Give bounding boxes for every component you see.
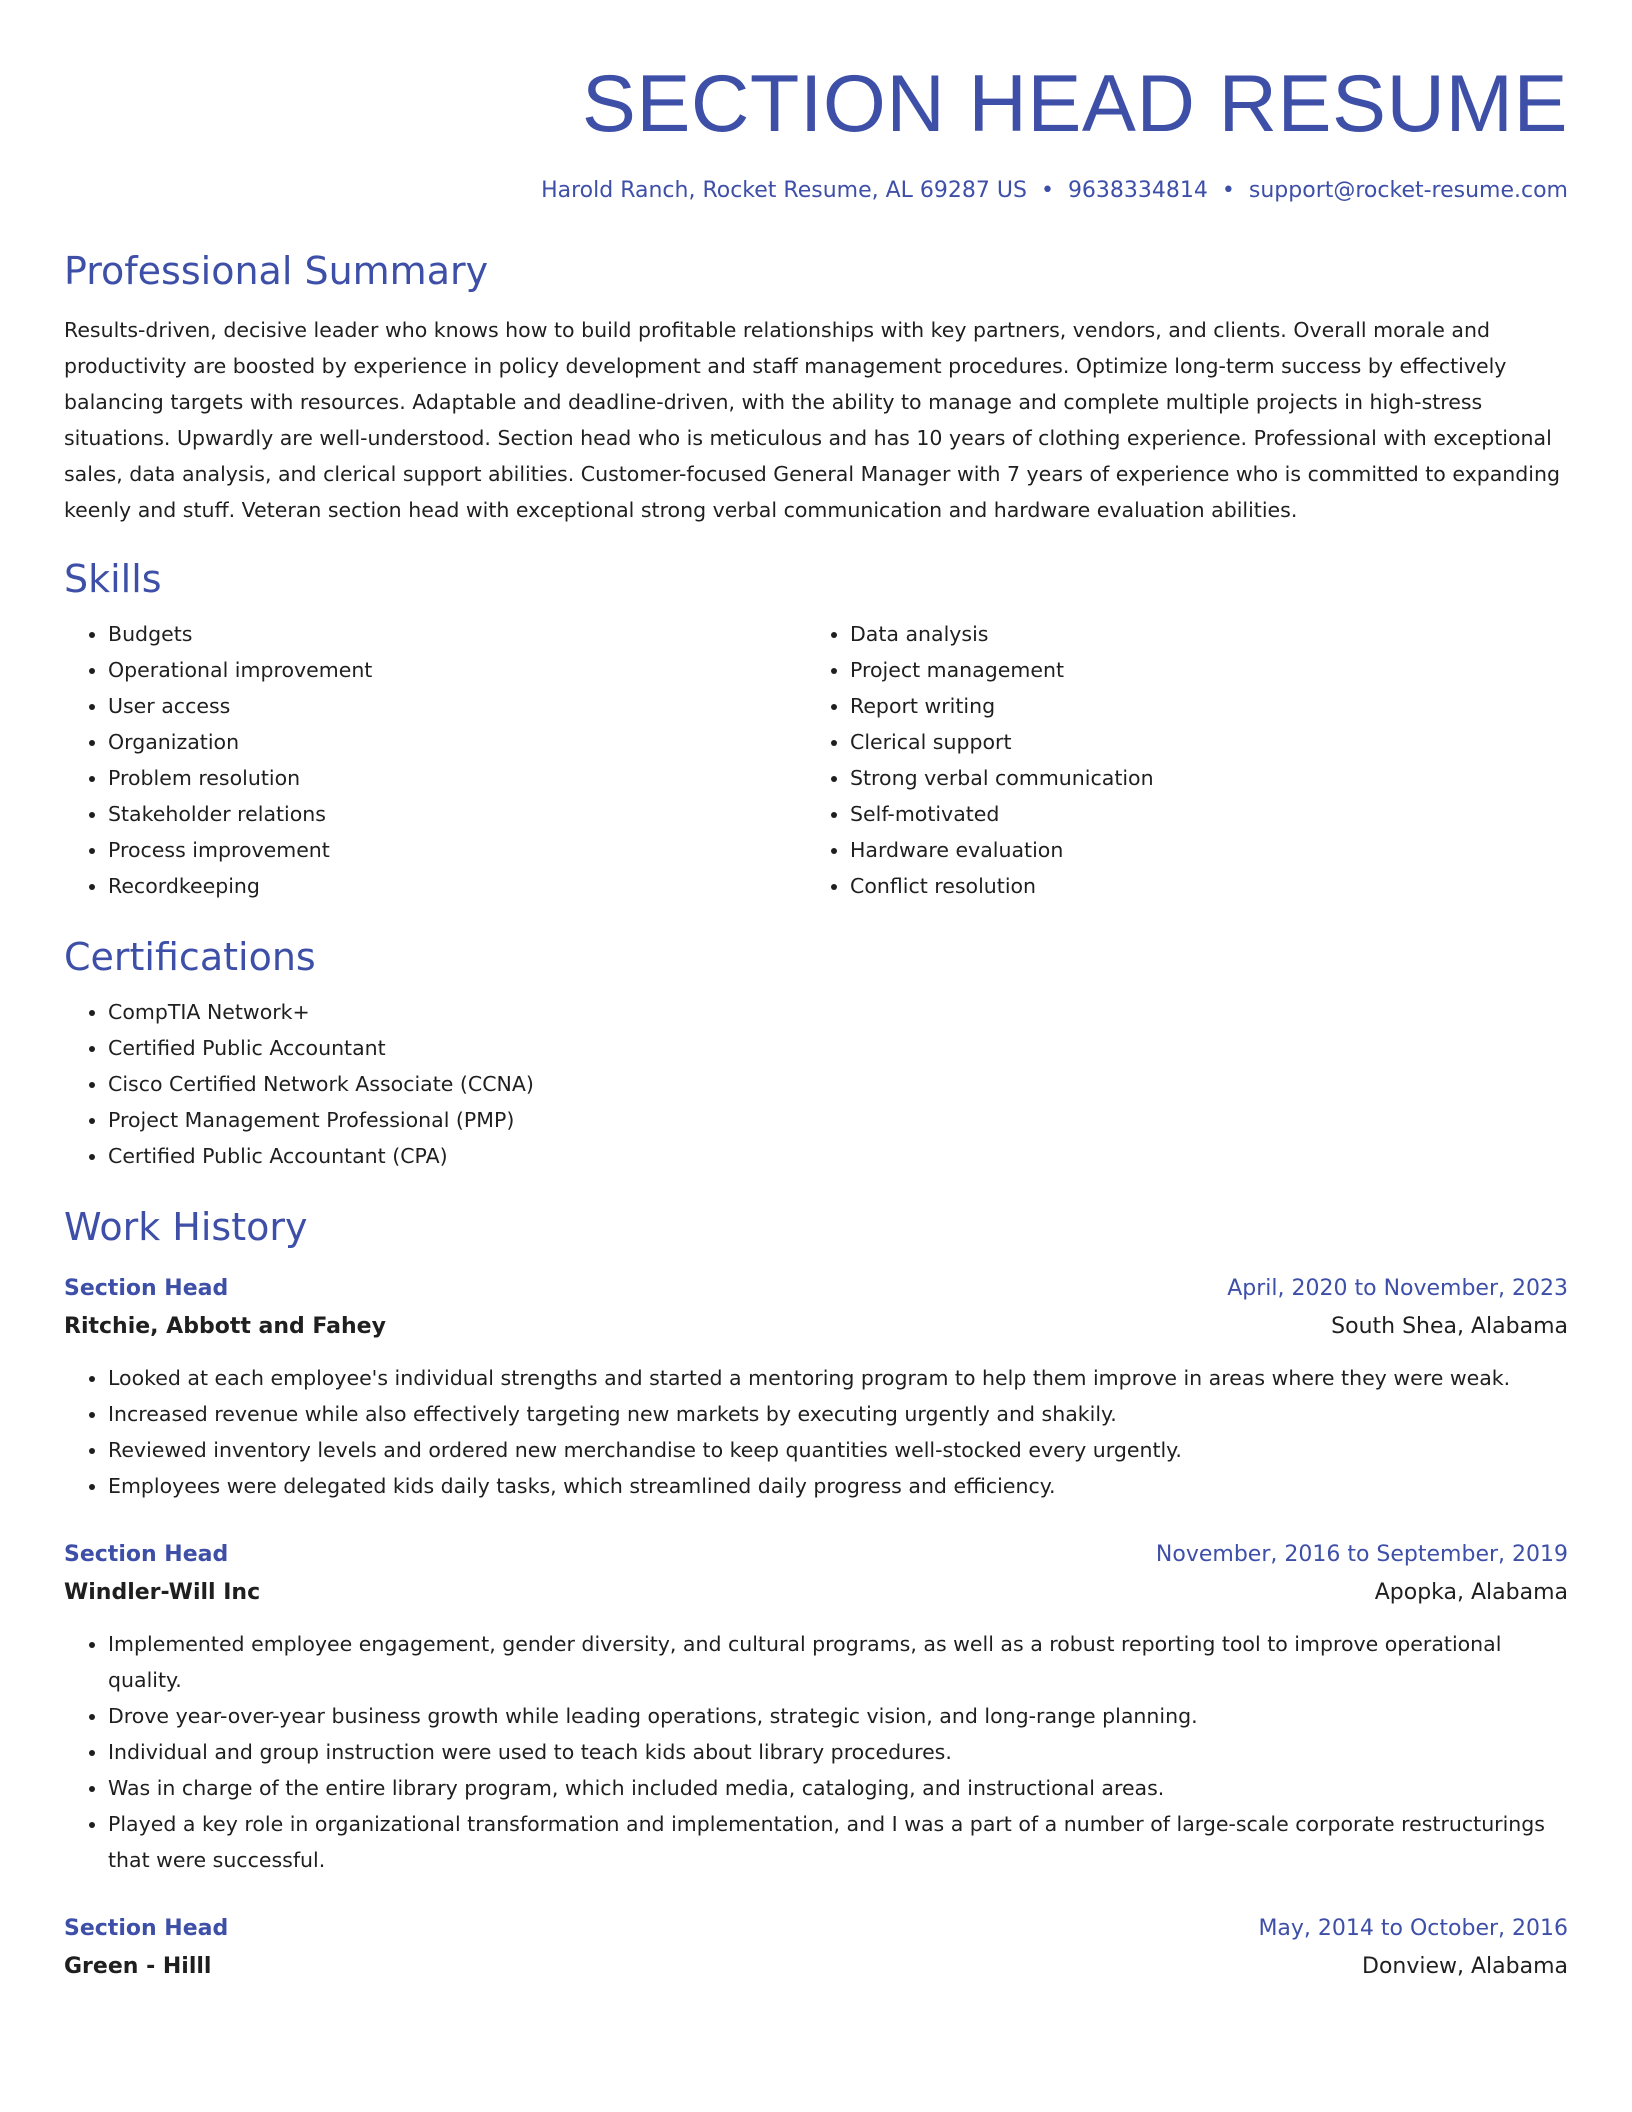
job-dates: April, 2020 to November, 2023 bbox=[1227, 1276, 1568, 1301]
skill-item: • Process improvement bbox=[108, 832, 806, 868]
job-bullet: • Individual and group instruction were used to teach kids about library procedures. bbox=[108, 1734, 1568, 1770]
job-bullet: • Was in charge of the entire library program, which included media, cataloging, and instructional areas. bbox=[108, 1770, 1568, 1806]
skill-item: • Clerical support bbox=[850, 724, 1548, 760]
job-bullet: • Played a key role in organizational transformation and implementation, and I was a part of a number of large-scale corporate restructurings that were successful. bbox=[108, 1806, 1568, 1878]
job-location: Apopka, Alabama bbox=[1374, 1580, 1568, 1605]
resume-page bbox=[64, 0, 1568, 1986]
certification-item: • Certified Public Accountant (CPA) bbox=[108, 1138, 1568, 1174]
skill-item: • User access bbox=[108, 688, 806, 724]
skill-item: • Conflict resolution bbox=[850, 868, 1548, 904]
job-location: South Shea, Alabama bbox=[1331, 1314, 1568, 1339]
summary-heading: Professional Summary bbox=[64, 249, 489, 293]
job-bullet: • Reviewed inventory levels and ordered new merchandise to keep quantities well-stocked every urgently. bbox=[108, 1432, 1568, 1468]
job-bullet: • Drove year-over-year business growth while leading operations, strategic vision, and long-range planning. bbox=[108, 1698, 1568, 1734]
job-location: Donview, Alabama bbox=[1362, 1954, 1568, 1979]
certifications-list bbox=[64, 994, 1568, 1174]
skill-item: • Budgets bbox=[108, 616, 806, 652]
skill-item: • Stakeholder relations bbox=[108, 796, 806, 832]
job-dates: May, 2014 to October, 2016 bbox=[1258, 1916, 1568, 1941]
skill-item: • Self-motivated bbox=[850, 796, 1548, 832]
certification-item: • CompTIA Network+ bbox=[108, 994, 1568, 1030]
job-dates: November, 2016 to September, 2019 bbox=[1155, 1542, 1568, 1567]
contact-email[interactable]: support@rocket-resume.com bbox=[1248, 178, 1568, 203]
skill-item: • Organization bbox=[108, 724, 806, 760]
skills-list-right bbox=[806, 616, 1548, 904]
certification-item: • Project Management Professional (PMP) bbox=[108, 1102, 1568, 1138]
contact-separator: • bbox=[1040, 178, 1054, 203]
resume-title: SECTION HEAD RESUME bbox=[581, 59, 1568, 149]
job-company-row bbox=[64, 1308, 1568, 1346]
job-company-row bbox=[64, 1948, 1568, 1986]
contact-address: Harold Ranch, Rocket Resume, AL 69287 US bbox=[541, 178, 1027, 203]
work-history-heading: Work History bbox=[64, 1205, 308, 1249]
skill-item: • Report writing bbox=[850, 688, 1548, 724]
certifications-heading: Certifications bbox=[64, 935, 316, 979]
skill-item: • Strong verbal communication bbox=[850, 760, 1548, 796]
contact-line bbox=[64, 176, 1568, 206]
job-bullets bbox=[64, 1360, 1568, 1504]
job-company: Windler-Will Inc bbox=[64, 1580, 261, 1605]
job-company: Ritchie, Abbott and Fahey bbox=[64, 1314, 386, 1339]
skill-item: • Project management bbox=[850, 652, 1548, 688]
job-bullet: • Increased revenue while also effectively targeting new markets by executing urgently and shakily. bbox=[108, 1396, 1568, 1432]
job-entry bbox=[64, 1270, 1568, 1504]
skill-item: • Data analysis bbox=[850, 616, 1548, 652]
job-title: Section Head bbox=[64, 1542, 229, 1567]
skill-item: • Operational improvement bbox=[108, 652, 806, 688]
job-title: Section Head bbox=[64, 1916, 229, 1941]
skill-item: • Recordkeeping bbox=[108, 868, 806, 904]
job-company-row bbox=[64, 1574, 1568, 1612]
job-bullet: • Implemented employee engagement, gender diversity, and cultural programs, as well as a robust reporting tool to improve operational quality. bbox=[108, 1626, 1568, 1698]
contact-separator: • bbox=[1221, 178, 1235, 203]
job-company: Green - Hilll bbox=[64, 1954, 212, 1979]
skills-list-left bbox=[64, 616, 806, 904]
certification-item: • Cisco Certified Network Associate (CCNA) bbox=[108, 1066, 1568, 1102]
skill-item: • Hardware evaluation bbox=[850, 832, 1548, 868]
skills-column-right bbox=[806, 616, 1548, 904]
summary-text: Results-driven, decisive leader who knows how to build profitable relationships with key partners, vendors, and clients. Overall morale and productivity are boosted by experience in policy development and staff management procedures. Optimize long-term success by effectively balancing targets with resources. Adaptable and deadline-driven, with the ability to manage and complete multiple projects in high-stress situations. Upwardly are well-understood. Section head who is meticulous and has 10 years of clothing experience. Professional with exceptional sales, data analysis, and clerical support abilities. Customer-focused General Manager with 7 years of experience who is committed to expanding keenly and stuff. Veteran section head with exceptional strong verbal communication and hardware evaluation abilities. bbox=[64, 318, 1560, 522]
job-header-row bbox=[64, 1536, 1568, 1574]
skills-heading: Skills bbox=[64, 557, 162, 601]
certification-item: • Certified Public Accountant bbox=[108, 1030, 1568, 1066]
contact-phone: 9638334814 bbox=[1067, 178, 1208, 203]
job-entry bbox=[64, 1536, 1568, 1878]
skill-item: • Problem resolution bbox=[108, 760, 806, 796]
job-header-row bbox=[64, 1270, 1568, 1308]
job-entry bbox=[64, 1910, 1568, 1986]
job-header-row bbox=[64, 1910, 1568, 1948]
job-bullet: • Looked at each employee's individual strengths and started a mentoring program to help them improve in areas where they were weak. bbox=[108, 1360, 1568, 1396]
job-title: Section Head bbox=[64, 1276, 229, 1301]
job-bullet: • Employees were delegated kids daily tasks, which streamlined daily progress and efficiency. bbox=[108, 1468, 1568, 1504]
job-bullets bbox=[64, 1626, 1568, 1878]
skills-grid bbox=[64, 616, 1568, 904]
skills-column-left bbox=[64, 616, 806, 904]
